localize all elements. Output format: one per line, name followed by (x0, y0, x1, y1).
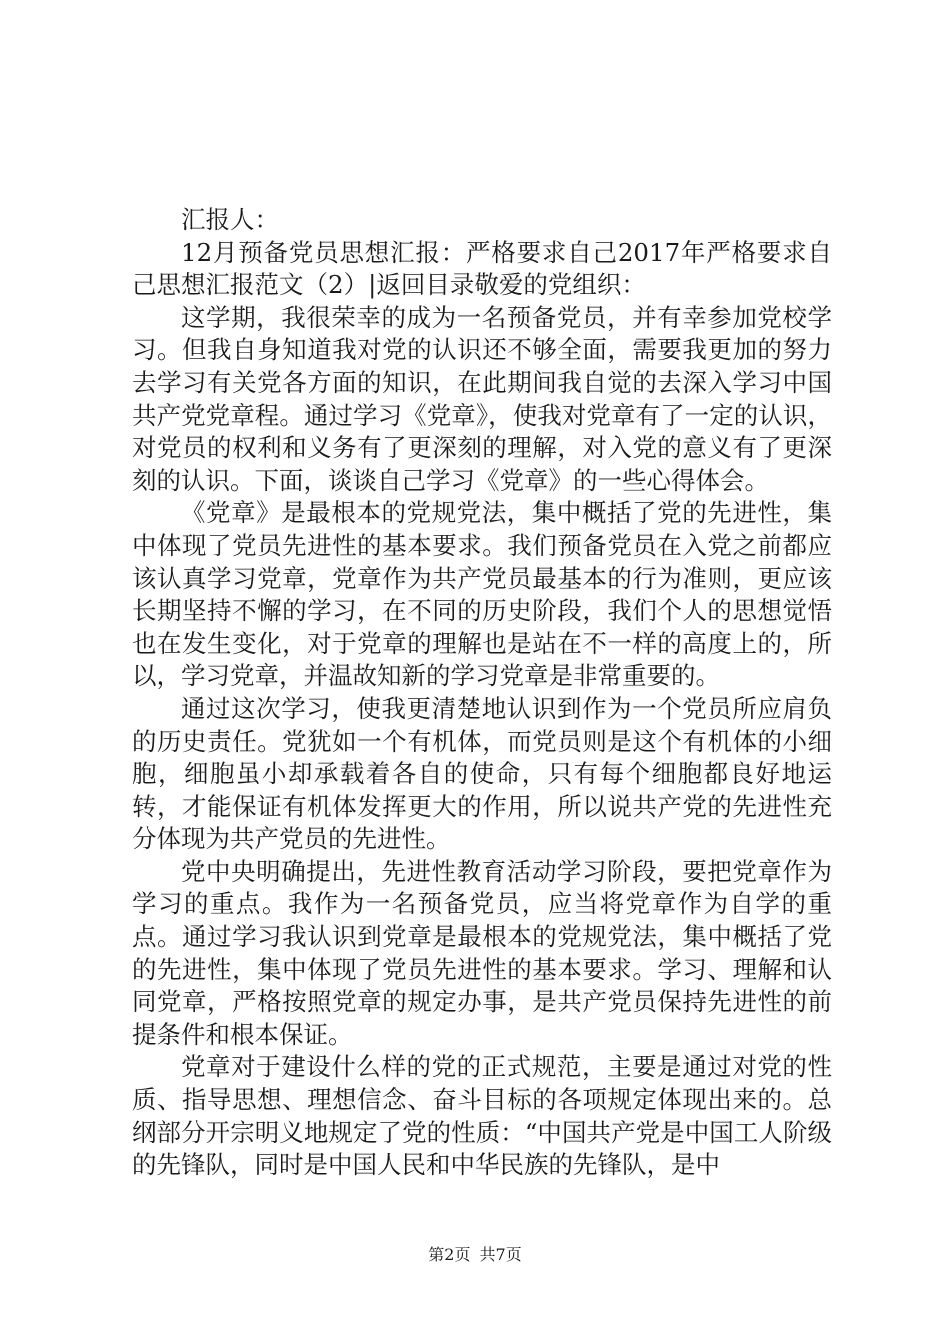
body-paragraph: 通过这次学习，使我更清楚地认识到作为一个党员所应肩负的历史责任。党犹如一个有机体，而党员则是这个有机体的小细胞，细胞虽小却承载着各自的使命，只有每个细胞都良好地运转，才能保证有机体发挥更大的作用，所以说共产党的先进性充分体现为共产党员的先进性。 (132, 693, 832, 854)
report-author-line: 汇报人： (181, 205, 279, 234)
body-paragraph: 党中央明确提出，先进性教育活动学习阶段，要把党章作为学习的重点。我作为一名预备党员，应当将党章作为自学的重点。通过学习我认识到党章是最根本的党规党法，集中概括了党的先进性，集中体现了党员先进性的基本要求。学习、理解和认同党章，严格按照党章的规定办事，是共产党员保持先进性的前提条件和根本保证。 (132, 856, 832, 1049)
body-paragraph: 党章对于建设什么样的党的正式规范，主要是通过对党的性质、指导思想、理想信念、奋斗目标的各项规定体现出来的。总纲部分开宗明义地规定了党的性质：“中国共产党是中国工人阶级的先锋队，同时是中国人民和中华民族的先锋队，是中 (132, 1052, 832, 1180)
body-paragraph: 这学期，我很荣幸的成为一名预备党员，并有幸参加党校学习。但我自身知道我对党的认识还不够全面，需要我更加的努力去学习有关党各方面的知识，在此期间我自觉的去深入学习中国共产党党章程。通过学习《党章》，使我对党章有了一定的认识，对党员的权利和义务有了更深刻的理解，对入党的意义有了更深刻的认识。下面，谈谈自己学习《党章》的一些心得体会。 (132, 302, 832, 495)
page-footer (0, 1245, 950, 1265)
report-title-line: 12月预备党员思想汇报：严格要求自己2017年严格要求自己思想汇报范文（2）|返回目录敬爱的党组织： (132, 237, 832, 300)
document-body (132, 204, 832, 1182)
body-paragraph: 《党章》是最根本的党规党法，集中概括了党的先进性，集中体现了党员先进性的基本要求。我们预备党员在入党之前都应该认真学习党章，党章作为共产党员最基本的行为准则，更应该长期坚持不懈的学习，在不同的历史阶段，我们个人的思想觉悟也在发生变化，对于党章的理解也是站在不一样的高度上的，所以，学习党章，并温故知新的学习党章是非常重要的。 (132, 498, 832, 691)
page-number: 第2页 (428, 1245, 471, 1264)
page-total: 共7页 (479, 1245, 522, 1264)
